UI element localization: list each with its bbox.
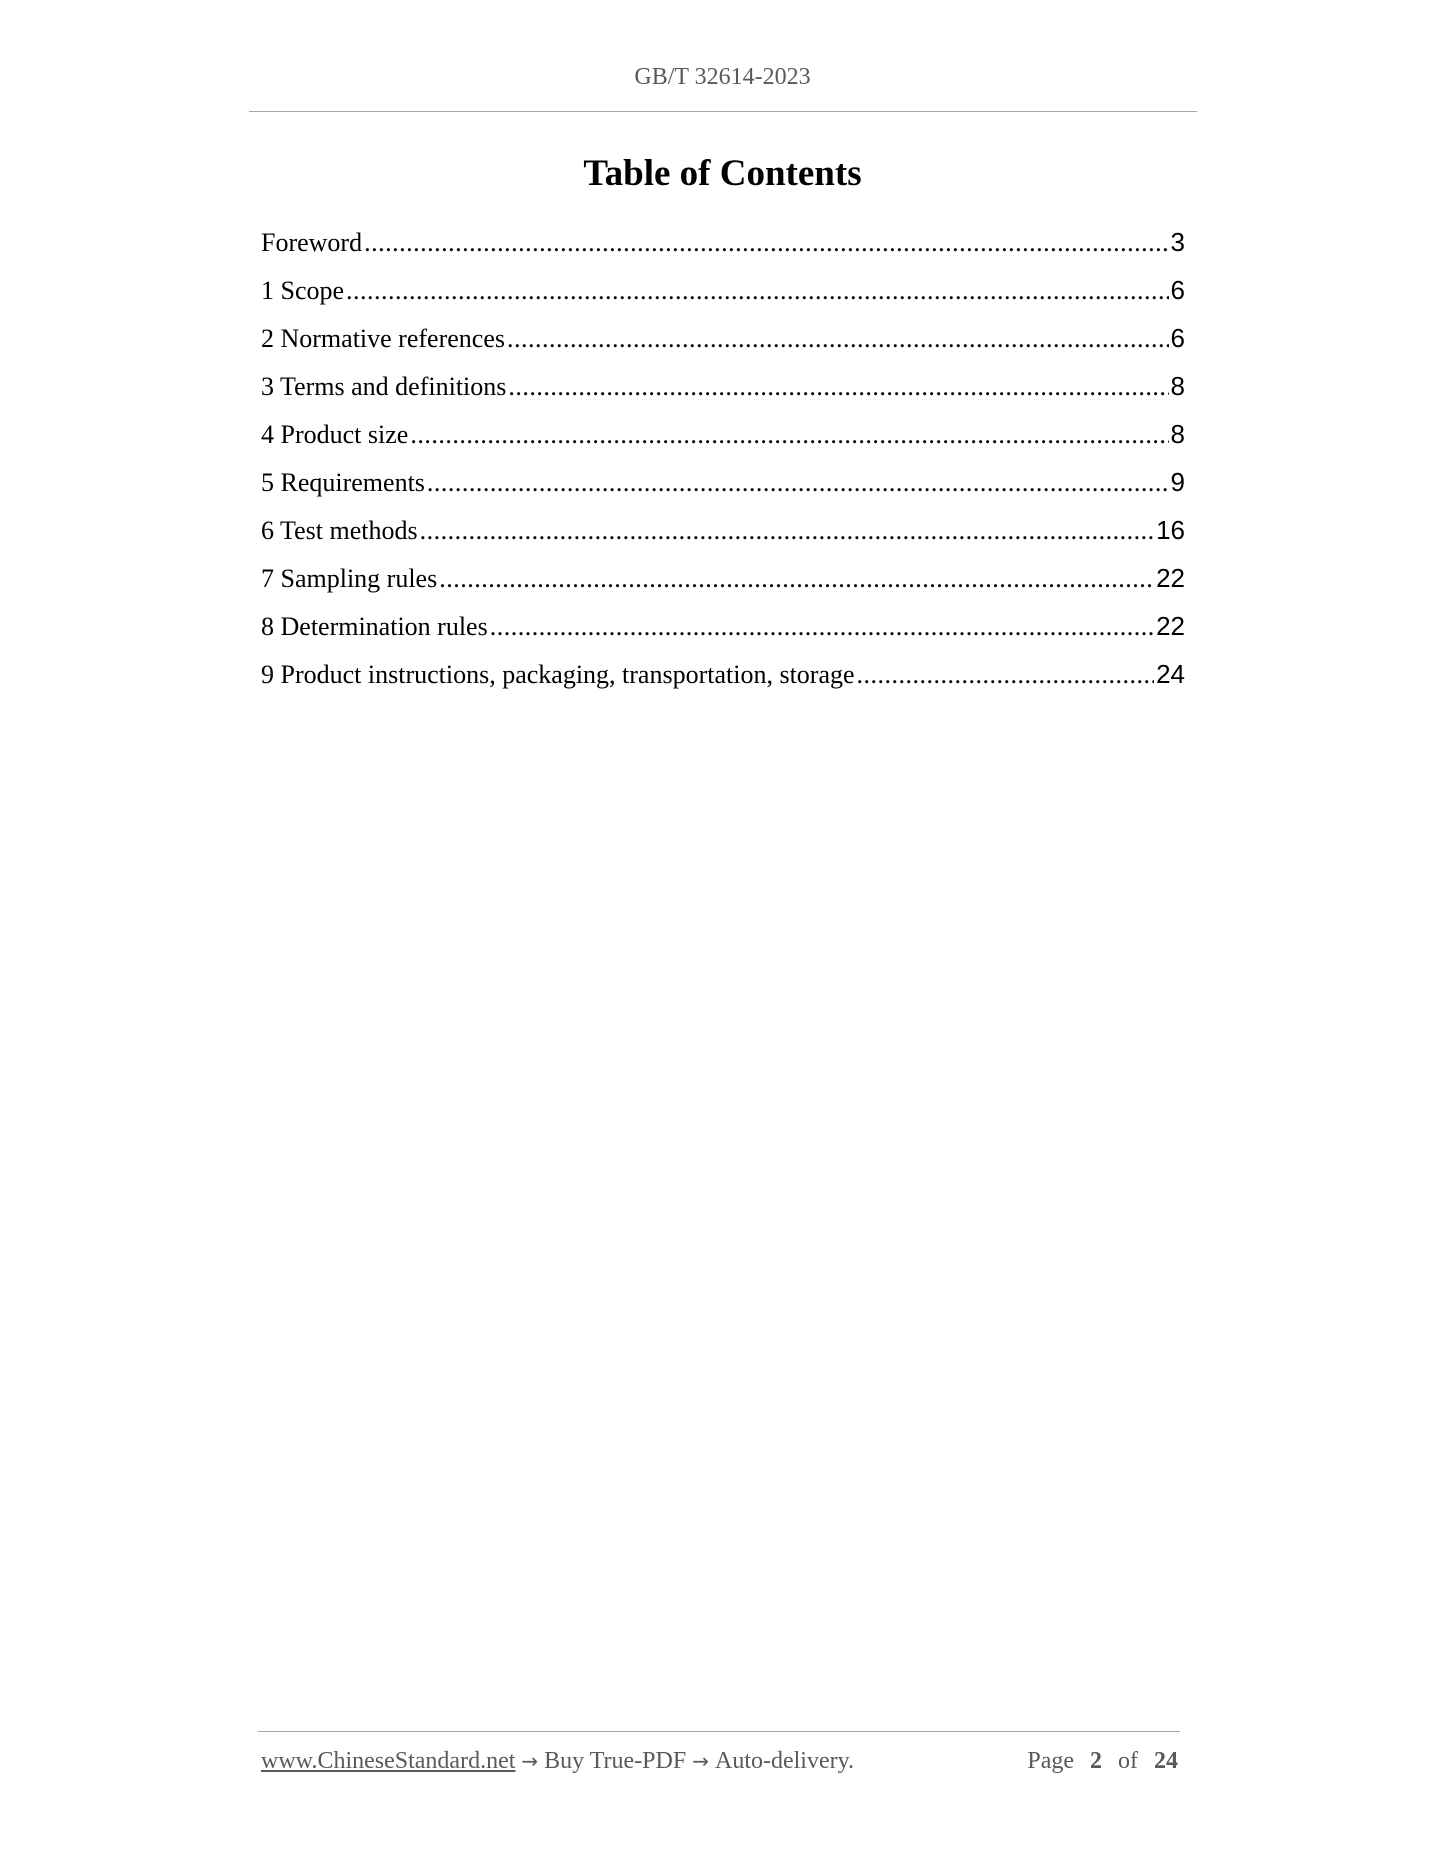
toc-leader-dots (410, 415, 1168, 455)
footer-purchase-info (261, 1748, 854, 1775)
toc-entry-label: 3 Terms and definitions (261, 372, 507, 401)
of-word: of (1118, 1748, 1138, 1774)
toc-leader-dots (508, 367, 1168, 407)
toc-title: Table of Contents (583, 153, 862, 194)
toc-entry-page: 24 (1156, 659, 1185, 689)
toc-entry-terms-and-definitions[interactable] (261, 366, 1185, 414)
footer-step-buy: Buy True-PDF (544, 1748, 687, 1774)
toc-entry-normative-references[interactable] (261, 318, 1185, 366)
right-arrow-icon: → (521, 1749, 539, 1773)
right-arrow-icon: → (692, 1749, 709, 1773)
toc-entry-page: 22 (1156, 611, 1185, 641)
toc-entry-page: 6 (1170, 323, 1185, 353)
toc-entry-label: 5 Requirements (261, 468, 425, 497)
website-link[interactable]: www.ChineseStandard.net (261, 1748, 516, 1774)
toc-entry-requirements[interactable] (261, 462, 1185, 510)
toc-entry-label: 8 Determination rules (261, 612, 488, 641)
toc-leader-dots (420, 511, 1154, 551)
footer-divider (258, 1731, 1180, 1732)
toc-leader-dots (857, 655, 1155, 695)
toc-entry-page: 8 (1170, 419, 1185, 449)
toc-entry-page: 22 (1156, 563, 1185, 593)
document-id-header: GB/T 32614-2023 (634, 64, 811, 90)
toc-entry-label: 1 Scope (261, 276, 345, 305)
toc-entry-foreword[interactable] (261, 222, 1185, 270)
current-page-number: 2 (1090, 1748, 1102, 1774)
toc-entry-scope[interactable] (261, 270, 1185, 318)
toc-entry-label: Foreword (261, 228, 363, 257)
toc-entry-page: 16 (1156, 515, 1185, 545)
page-number (1027, 1748, 1178, 1775)
toc-entry-page: 9 (1170, 467, 1185, 497)
footer-step-delivery: Auto-delivery. (714, 1748, 855, 1774)
toc-entry-page: 3 (1170, 227, 1185, 257)
total-page-count: 24 (1154, 1748, 1178, 1774)
page-word: Page (1027, 1748, 1074, 1774)
toc-entry-page: 6 (1170, 275, 1185, 305)
toc-entry-label: 6 Test methods (261, 516, 418, 545)
header-divider (249, 111, 1197, 112)
toc-entry-label: 4 Product size (261, 420, 409, 449)
toc-entry-label: 9 Product instructions, packaging, transportation, storage (261, 660, 855, 689)
toc-leader-dots (427, 463, 1169, 503)
toc-leader-dots (490, 607, 1154, 647)
toc-leader-dots (507, 319, 1169, 359)
toc-entry-determination-rules[interactable] (261, 606, 1185, 654)
toc-entry-page: 8 (1170, 371, 1185, 401)
toc-entry-test-methods[interactable] (261, 510, 1185, 558)
toc-leader-dots (346, 271, 1168, 311)
toc-entry-product-instructions[interactable] (261, 654, 1185, 702)
toc-list (261, 222, 1185, 702)
toc-entry-label: 7 Sampling rules (261, 564, 438, 593)
toc-leader-dots (439, 559, 1154, 599)
toc-entry-product-size[interactable] (261, 414, 1185, 462)
page-footer (261, 1748, 1178, 1775)
toc-entry-sampling-rules[interactable] (261, 558, 1185, 606)
toc-entry-label: 2 Normative references (261, 324, 505, 353)
toc-leader-dots (364, 223, 1168, 263)
